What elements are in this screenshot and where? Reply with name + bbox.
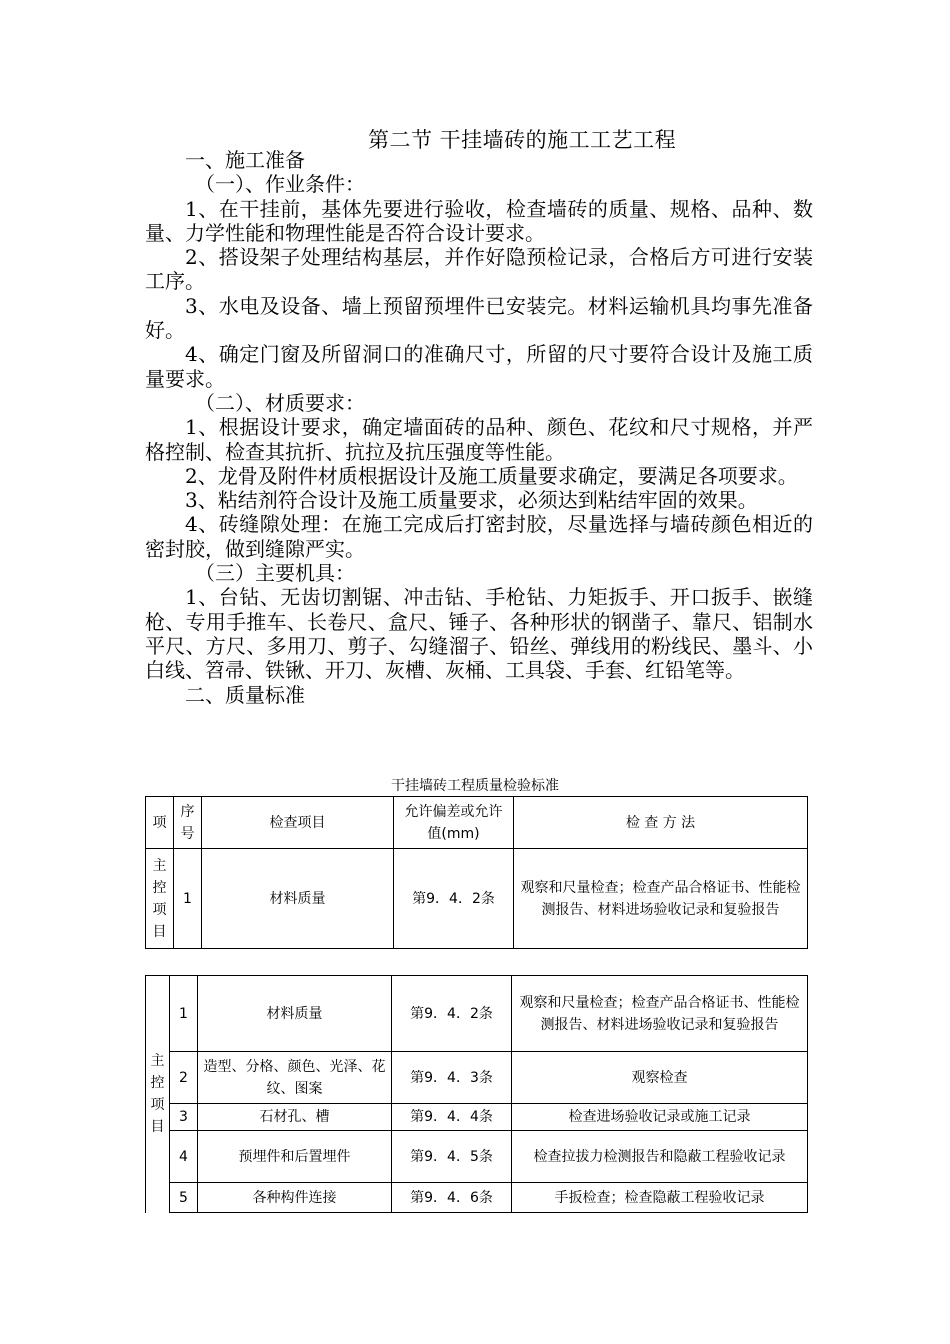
paragraph: 4、砖缝隙处理：在施工完成后打密封胶，尽量选择与墙砖颜色相近的密封胶，做到缝隙严实。: [145, 512, 813, 561]
header-cell: 检查项目: [202, 797, 394, 849]
row-number-cell: 3: [170, 1104, 198, 1131]
check-item-cell: 预埋件和后置埋件: [198, 1131, 392, 1183]
tolerance-cell: 第9．4．2条: [394, 849, 514, 949]
paragraph: 1、根据设计要求，确定墙面砖的品种、颜色、花纹和尺寸规格，并严格控制、检查其抗折、抗拉及抗压强度等性能。: [145, 415, 813, 464]
row-number-cell: 5: [170, 1183, 198, 1213]
check-method-cell: 观察和尺量检查；检查产品合格证书、性能检测报告、材料进场验收记录和复验报告: [512, 976, 808, 1052]
quality-table-2: [145, 975, 808, 1213]
row-number-cell: 1: [174, 849, 202, 949]
header-cell: 允许偏差或允许值(mm): [394, 797, 514, 849]
paragraph: 3、粘结剂符合设计及施工质量要求，必须达到粘结牢固的效果。: [185, 488, 758, 513]
quality-table-1: [145, 796, 808, 949]
check-method-cell: 检查进场验收记录或施工记录: [512, 1104, 808, 1131]
paragraph: （三）主要机具：: [195, 561, 355, 586]
row-number-cell: 1: [170, 976, 198, 1052]
paragraph: 一、施工准备: [185, 148, 305, 172]
row-number-cell: 4: [170, 1131, 198, 1183]
table-row: [146, 849, 808, 949]
paragraph: 1、台钻、无齿切割锯、冲击钻、手枪钻、力矩扳手、开口扳手、嵌缝枪、专用手推车、长卷尺、盒尺、锤子、各种形状的钢凿子、靠尺、铝制水平尺、方尺、多用刀、剪子、勾缝溜子、铅丝、弹线用的粉线民、墨斗、小白线、笤帚、铁锹、开刀、灰槽、灰桶、工具袋、手套、红铅笔等。: [145, 585, 813, 683]
check-item-cell: 造型、分格、颜色、光泽、花纹、图案: [198, 1052, 392, 1104]
check-method-cell: 检查拉拔力检测报告和隐蔽工程验收记录: [512, 1131, 808, 1183]
group-label-cell: 主控项目: [146, 976, 170, 1213]
tolerance-cell: 第9．4．2条: [392, 976, 512, 1052]
tolerance-cell: 第9．4．4条: [392, 1104, 512, 1131]
header-cell: 项: [146, 797, 174, 849]
check-method-cell: 观察检查: [512, 1052, 808, 1104]
tolerance-cell: 第9．4．3条: [392, 1052, 512, 1104]
header-cell: 序号: [174, 797, 202, 849]
table-row: [146, 1052, 808, 1104]
check-method-cell: 观察和尺量检查；检查产品合格证书、性能检测报告、材料进场验收记录和复验报告: [514, 849, 808, 949]
paragraph: 1、在干挂前，基体先要进行验收，检查墙砖的质量、规格、品种、数量、力学性能和物理性能是否符合设计要求。: [145, 196, 813, 245]
paragraph: 2、搭设架子处理结构基层，并作好隐预检记录，合格后方可进行安装工序。: [145, 245, 813, 294]
check-item-cell: 材料质量: [202, 849, 394, 949]
section-title: 第二节 干挂墙砖的施工工艺工程: [368, 128, 677, 152]
check-item-cell: 石材孔、槽: [198, 1104, 392, 1131]
paragraph: 3、水电及设备、墙上预留预埋件已安装完。材料运输机具均事先准备好。: [145, 293, 813, 343]
tolerance-cell: 第9．4．5条: [392, 1131, 512, 1183]
body-text: [145, 148, 813, 707]
paragraph: 4、确定门窗及所留洞口的准确尺寸，所留的尺寸要符合设计及施工质量要求。: [145, 342, 813, 391]
table-row: [146, 1183, 808, 1213]
paragraph: 2、龙骨及附件材质根据设计及施工质量要求确定，要满足各项要求。: [185, 463, 798, 488]
paragraph: 二、质量标准: [185, 682, 305, 707]
check-item-cell: 各种构件连接: [198, 1183, 392, 1213]
header-cell: 检 查 方 法: [514, 797, 808, 849]
paragraph: （二）、材质要求：: [195, 390, 365, 415]
paragraph: （一）、作业条件：: [195, 172, 365, 197]
table-row: [146, 1131, 808, 1183]
table-caption: 干挂墙砖工程质量检验标准: [391, 778, 559, 794]
check-method-cell: 手扳检查；检查隐蔽工程验收记录: [512, 1183, 808, 1213]
tolerance-cell: 第9．4．6条: [392, 1183, 512, 1213]
table-row: [146, 1104, 808, 1131]
table-header-row: [146, 797, 808, 849]
group-label-cell: 主控项目: [146, 849, 174, 949]
table-row: [146, 976, 808, 1052]
check-item-cell: 材料质量: [198, 976, 392, 1052]
row-number-cell: 2: [170, 1052, 198, 1104]
